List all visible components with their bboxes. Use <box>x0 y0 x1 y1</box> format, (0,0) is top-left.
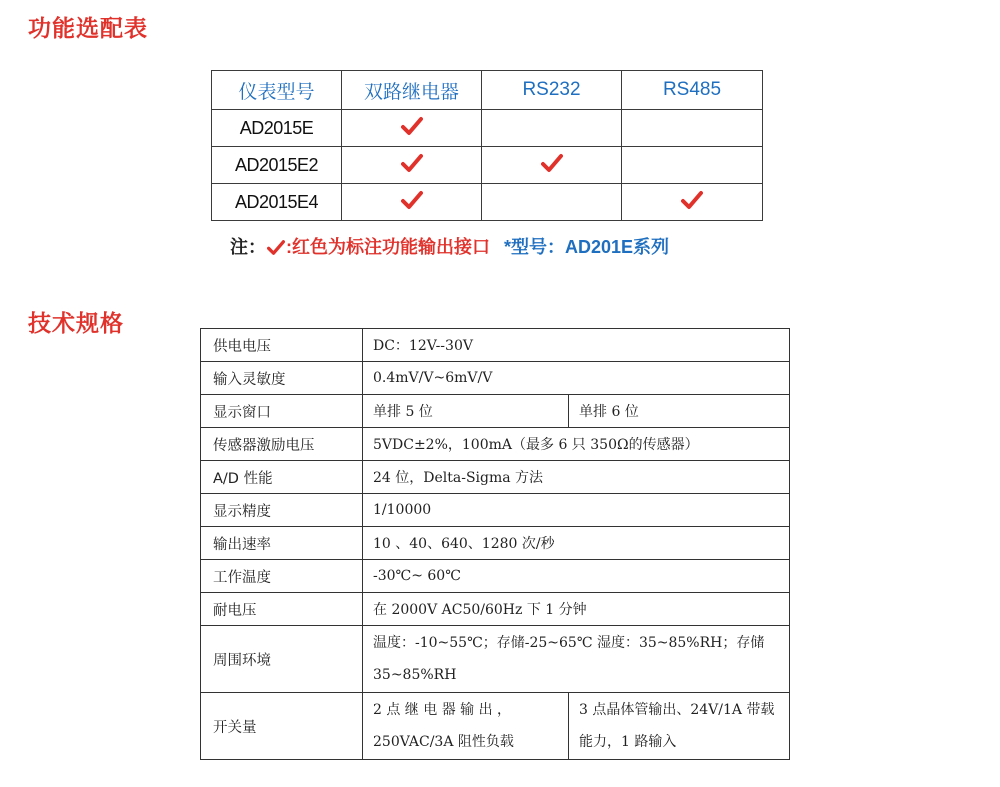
spec-label: 传感器激励电压 <box>201 428 363 461</box>
spec-row-ad <box>201 461 790 494</box>
relay-cell <box>342 110 482 147</box>
spec-label: 周围环境 <box>201 626 363 693</box>
spec-value: 单排 5 位 <box>363 395 569 428</box>
model-cell: AD2015E4 <box>212 184 342 221</box>
relay-cell <box>342 147 482 184</box>
spec-value: DC：12V--30V <box>363 329 790 362</box>
rs232-cell <box>482 110 622 147</box>
header-rs232: RS232 <box>482 71 622 110</box>
spec-row-environment <box>201 626 790 693</box>
spec-label: 工作温度 <box>201 560 363 593</box>
spec-value: 在 2000V AC50/60Hz 下 1 分钟 <box>363 593 790 626</box>
spec-value: 0.4mV/V~6mV/V <box>363 362 790 395</box>
rs485-cell <box>622 147 763 184</box>
spec-label: 耐电压 <box>201 593 363 626</box>
spec-value: 10 、40、640、1280 次/秒 <box>363 527 790 560</box>
spec-label: A/D 性能 <box>201 461 363 494</box>
rs485-cell <box>622 110 763 147</box>
checkmark-icon <box>401 116 423 136</box>
model-cell: AD2015E2 <box>212 147 342 184</box>
checkmark-icon <box>541 153 563 173</box>
checkmark-icon <box>401 153 423 173</box>
checkmark-icon <box>681 190 703 210</box>
header-model: 仪表型号 <box>212 71 342 110</box>
spec-value: 温度：-10~55℃；存储-25~65℃ 湿度：35~85%RH；存储 35~85%RH <box>363 626 790 693</box>
spec-table-title: 技术规格 <box>28 311 124 337</box>
rs232-cell <box>482 147 622 184</box>
spec-row-withstand <box>201 593 790 626</box>
spec-row-switch <box>201 693 790 760</box>
spec-label: 开关量 <box>201 693 363 760</box>
note-label: 注： <box>230 237 266 257</box>
spec-label: 输入灵敏度 <box>201 362 363 395</box>
relay-cell <box>342 184 482 221</box>
spec-row-display-window <box>201 395 790 428</box>
function-note <box>230 233 669 259</box>
checkmark-icon <box>401 190 423 210</box>
note-red-text: :红色为标注功能输出接口 <box>286 237 490 257</box>
spec-value: 3 点晶体管输出、24V/1A 带载能力，1 路输入 <box>569 693 790 760</box>
header-relay: 双路继电器 <box>342 71 482 110</box>
spec-value: 5VDC±2%，100mA（最多 6 只 350Ω的传感器） <box>363 428 790 461</box>
note-blue-text: *型号：AD201E系列 <box>504 237 670 257</box>
spec-label: 显示精度 <box>201 494 363 527</box>
rs485-cell <box>622 184 763 221</box>
spec-value: 2 点 继 电 器 输 出 ，250VAC/3A 阻性负载 <box>363 693 569 760</box>
table-row <box>212 147 763 184</box>
spec-value: -30℃~ 60℃ <box>363 560 790 593</box>
spec-row-temp <box>201 560 790 593</box>
spec-value: 1/10000 <box>363 494 790 527</box>
spec-table <box>200 328 790 760</box>
function-table <box>211 70 763 221</box>
checkmark-icon <box>267 239 285 256</box>
spec-row-power <box>201 329 790 362</box>
model-cell: AD2015E <box>212 110 342 147</box>
spec-row-excitation <box>201 428 790 461</box>
spec-row-sensitivity <box>201 362 790 395</box>
table-row <box>212 184 763 221</box>
spec-label: 输出速率 <box>201 527 363 560</box>
function-table-header <box>212 71 763 110</box>
spec-value: 24 位，Delta-Sigma 方法 <box>363 461 790 494</box>
spec-label: 显示窗口 <box>201 395 363 428</box>
table-row <box>212 110 763 147</box>
spec-row-precision <box>201 494 790 527</box>
function-table-title: 功能选配表 <box>28 16 148 42</box>
spec-value: 单排 6 位 <box>569 395 790 428</box>
header-rs485: RS485 <box>622 71 763 110</box>
spec-row-rate <box>201 527 790 560</box>
rs232-cell <box>482 184 622 221</box>
spec-label: 供电电压 <box>201 329 363 362</box>
